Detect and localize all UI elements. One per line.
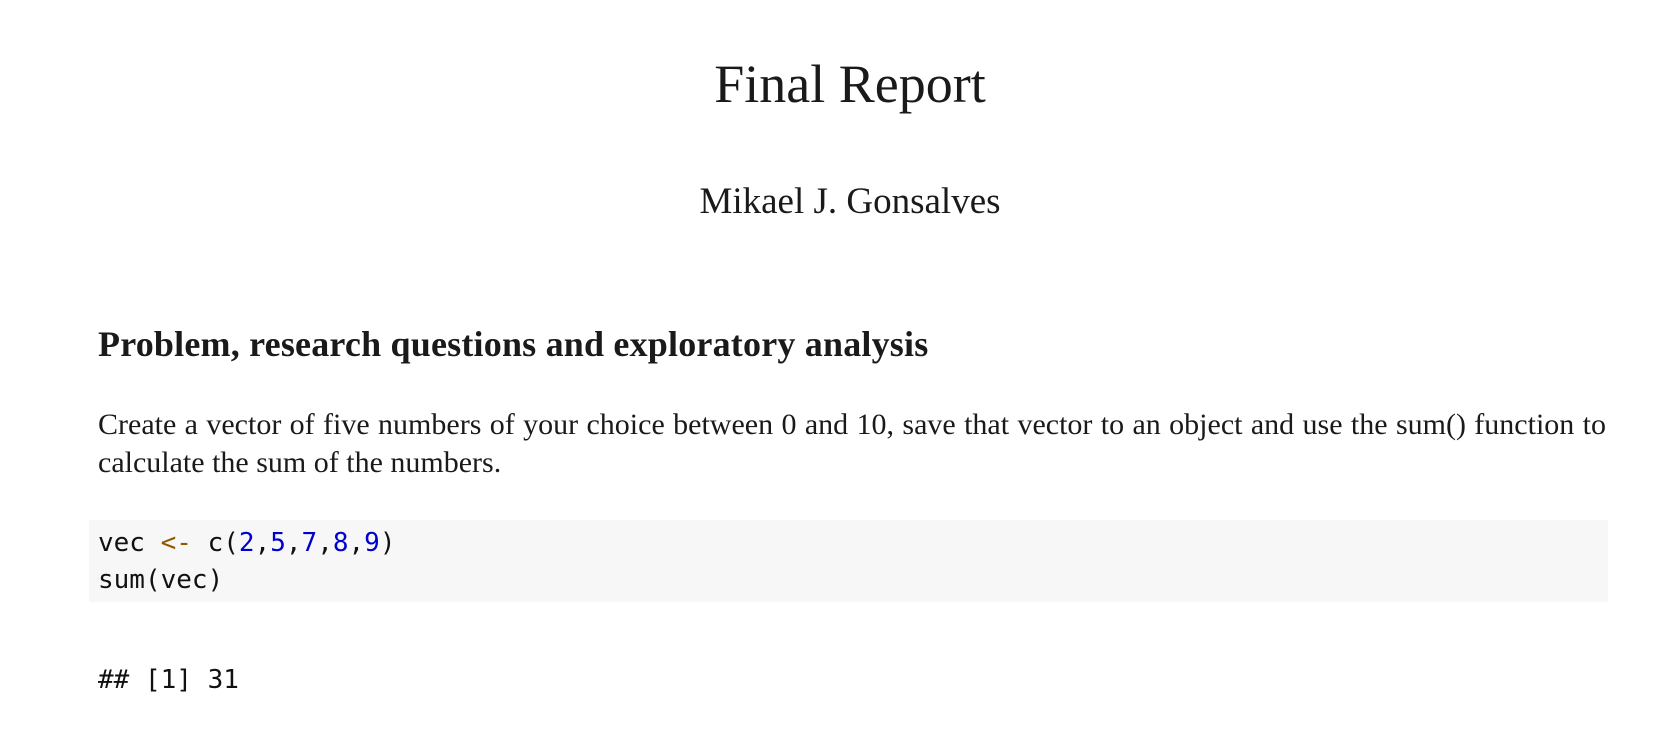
code-output: ## [1] 31 — [98, 665, 239, 695]
section-heading: Problem, research questions and exploratory analysis — [98, 324, 929, 364]
code-line-2: sum(vec) — [98, 565, 224, 595]
code-token-variable: vec — [98, 528, 161, 558]
code-token-number: 5 — [270, 528, 286, 558]
code-token-number: 2 — [238, 528, 255, 558]
body-paragraph: Create a vector of five numbers of your choice between 0 and 10, save that vector to an object and use the sum() function to calculate the sum of the numbers. — [98, 408, 1606, 479]
code-token-assign-operator: <- — [160, 528, 192, 558]
code-token-separator: , — [285, 528, 302, 558]
code-token-separator: , — [348, 528, 365, 558]
code-token-call-close: ) — [379, 528, 396, 558]
code-token-number: 9 — [364, 528, 380, 558]
code-token-number: 8 — [332, 528, 349, 558]
document-title: Final Report — [714, 54, 986, 114]
code-block — [89, 520, 1608, 602]
code-token-number: 7 — [301, 528, 318, 558]
code-token-separator: , — [317, 528, 333, 558]
code-token-call-open: c( — [191, 528, 239, 558]
code-token-separator: , — [254, 528, 271, 558]
document-author: Mikael J. Gonsalves — [699, 181, 1001, 222]
code-line-1 — [98, 525, 395, 561]
